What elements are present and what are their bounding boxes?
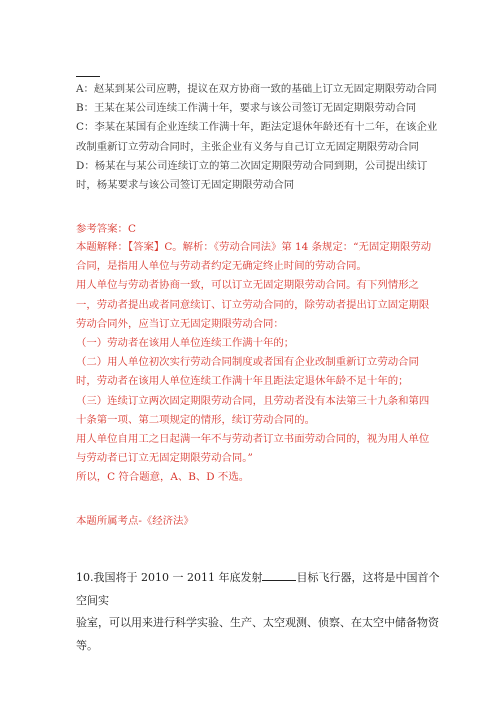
explanation-line: 合同，是指用人单位与劳动者约定无确定终止时间的劳动合同。 [76,260,367,273]
explanation-line: 所以，C 符合题意，A、B、D 不选。 [76,471,250,484]
question-10-line1: 10.我国将于 2010 一 2011 年底发射 目标飞行器，这将是中国首个空间实 [76,567,446,612]
topic-label: 本题所属考点-《经济法》 [76,515,194,527]
question-10-line3: 等。 [76,638,98,652]
explanation-line: 用人单位与劳动者协商一致，可以订立无固定期限劳动合同。有下列情形之 [76,279,419,292]
question-10-line2: 验室，可以用来进行科学实验、生产、太空观测、侦察、在太空中储备物资 [76,616,439,629]
option-c-line2: 改制重新订立劳动合同时，主张企业有义务与自己订立无固定期限劳动合同 [76,140,419,153]
option-a: A：赵某到某公司应聘，提议在双方协商一致的基础上订立无固定期限劳动合同 [76,83,437,95]
answer-block [76,220,446,239]
answer-blank-underline [76,76,100,77]
explanation-line: 一，劳动者提出或者同意续订、订立劳动合同的，除劳动者提出订立固定期限 [76,298,430,311]
fill-blank [262,568,296,581]
option-d-line2: 时，杨某要求与该公司签订无固定期限劳动合同 [76,179,295,192]
option-b: B：王某在某公司连续工作满十年，要求与该公司签订无固定期限劳动合同 [76,102,417,115]
question-10 [76,567,446,657]
explanation-line: 十条第一项、第二项规定的情形，续订劳动合同的。 [76,413,315,426]
explanation-line: 本题解释：【答案】C。解析：《劳动合同法》第 14 条规定：“无固定期限劳动 [76,241,432,253]
explanation-line: 用人单位自用工之日起满一年不与劳动者订立书面劳动合同的，视为用人单位 [76,433,430,446]
explanation-line: 与劳动者已订立无固定期限劳动合同。” [76,452,253,465]
explanation-line: （三）连续订立两次固定期限劳动合同，且劳动者没有本法第三十九条和第四 [76,394,430,407]
option-c-line1: C：李某在某国有企业连续工作满十年，距法定退休年龄还有十二年，在该企业 [76,121,438,134]
explanation-line: （一）劳动者在该用人单位连续工作满十年的； [76,337,295,350]
reference-answer: 参考答案：C [76,223,136,235]
explanation-line: 劳动合同外，应当订立无固定期限劳动合同： [76,317,284,330]
explanation-block [76,238,446,488]
options-block [76,80,446,195]
explanation-line: （二）用人单位初次实行劳动合同制度或者国有企业改制重新订立劳动合同 [76,356,419,369]
topic-block [76,512,446,531]
option-d-line1: D：杨某在与某公司连续订立的第二次固定期限劳动合同到期，公司提出续订 [76,159,428,172]
explanation-line: 时，劳动者在该用人单位连续工作满十年且距法定退休年龄不足十年的； [76,375,409,388]
